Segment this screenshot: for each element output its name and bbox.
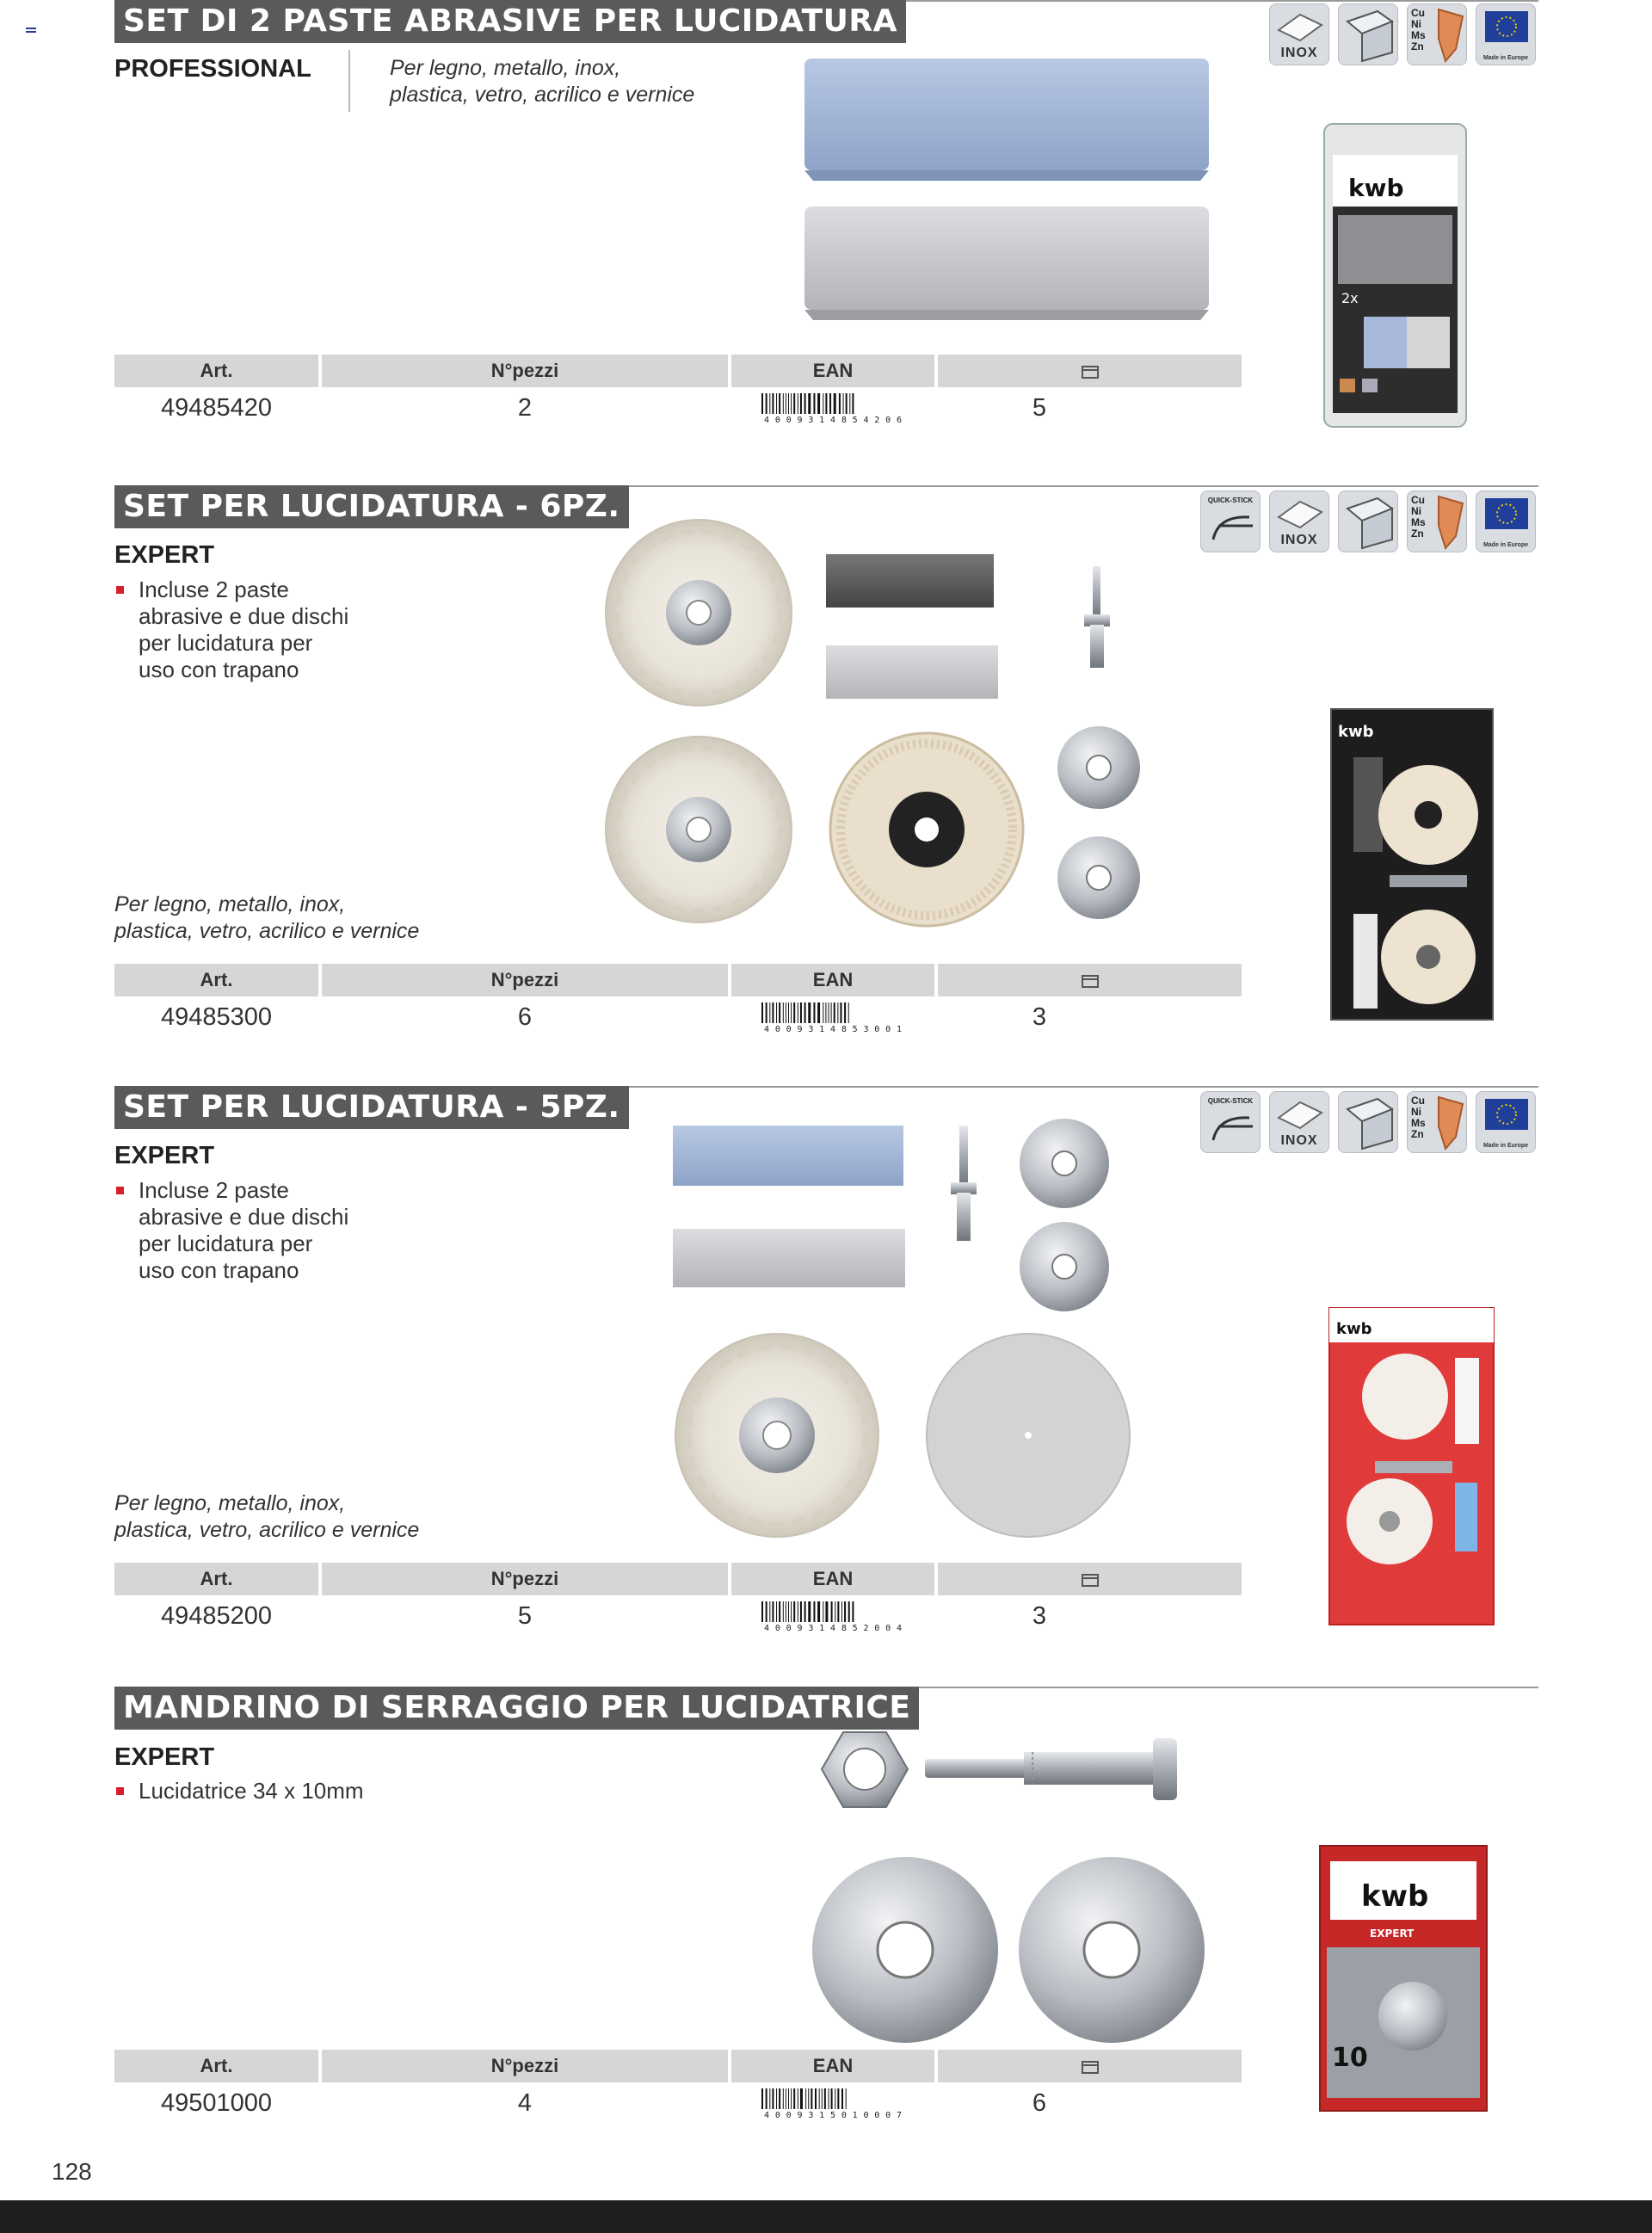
package-brand: kwb: [1338, 723, 1374, 741]
barcode-bar: [841, 1601, 842, 1622]
page-number: 128: [52, 2158, 92, 2185]
barcode-bar: [779, 1601, 780, 1622]
zn-label: Zn: [1411, 1128, 1424, 1140]
bullet-line: per lucidatura per: [139, 1231, 313, 1256]
header-ean: EAN: [731, 1563, 934, 1595]
footer-bar: [0, 2200, 1652, 2233]
barcode-bar: [829, 393, 831, 414]
package-count: 2x: [1341, 290, 1359, 306]
white-paste-bar: [673, 1229, 905, 1287]
barcode-bar: [791, 1002, 792, 1023]
barcode-bar: [819, 2088, 820, 2109]
package-image-set-5: [1328, 1306, 1495, 1626]
barcode-bar: [831, 2088, 833, 2109]
package-brand: kwb: [1336, 1320, 1372, 1338]
barcode-bar: [825, 393, 827, 414]
mandrel-shaft: [925, 1738, 1177, 1800]
metal-profile-icon: [1338, 490, 1398, 552]
barcode-bar: [761, 2088, 763, 2109]
metal-profile-icon: [1338, 1091, 1398, 1153]
bullet-line: abrasive e due dischi: [139, 603, 349, 629]
barcode-bar: [793, 1601, 795, 1622]
inox-label: INOX: [1280, 1133, 1318, 1148]
barcode-graphic: [760, 1601, 906, 1632]
barcode-bar: [839, 393, 841, 414]
zn-label: Zn: [1411, 527, 1424, 540]
art-number: 49485300: [160, 1003, 273, 1031]
barcode-bar: [772, 1002, 774, 1023]
washer: [1020, 1222, 1109, 1311]
barcode-bar: [761, 393, 763, 414]
header-art: Art.: [114, 1563, 318, 1595]
barcode-bar: [837, 2088, 839, 2109]
mandrel-shaft: [1084, 566, 1110, 668]
header-pack: [938, 1563, 1242, 1595]
barcode-bar: [852, 393, 854, 414]
barcode-bar: [834, 1002, 835, 1023]
bullet-line: uso con trapano: [139, 657, 299, 682]
header-art: Art.: [114, 2050, 318, 2082]
barcode-bar: [813, 1601, 815, 1622]
blue-paste-bar-bevel: [804, 170, 1209, 181]
description-line: plastica, vetro, acrilico e vernice: [390, 83, 695, 107]
cloth-disc: [675, 1334, 878, 1537]
barcode-bar: [783, 1002, 784, 1023]
barcode-bar: [817, 1002, 820, 1023]
inox-icon: [1269, 1091, 1329, 1153]
barcode-bar: [817, 1601, 820, 1622]
bullet-line: abrasive e due dischi: [139, 1204, 349, 1230]
barcode-bar: [824, 2088, 826, 2109]
barcode-bar: [769, 1002, 770, 1023]
bullet-line: per lucidatura per: [139, 630, 313, 656]
barcode-bar: [766, 2088, 767, 2109]
barcode-bar: [779, 1002, 780, 1023]
art-number: 49485420: [160, 394, 273, 422]
pack-quantity: 5: [1032, 394, 1047, 422]
barcode-bar: [776, 1601, 777, 1622]
inox-label: INOX: [1280, 46, 1318, 60]
barcode-bar: [791, 1601, 792, 1622]
table-header: [114, 2050, 1242, 2082]
made-in-europe-icon: [1476, 1091, 1536, 1153]
table-row: [114, 2086, 1242, 2120]
box-icon: [1081, 972, 1100, 989]
barcode-bar: [793, 393, 795, 414]
barcode-digits: 4009314854206: [764, 416, 902, 424]
barcode-bar: [843, 393, 844, 414]
barcode-bar: [788, 1601, 789, 1622]
barcode-bar: [793, 1002, 795, 1023]
barcode-bar: [772, 2088, 774, 2109]
barcode-bar: [804, 393, 806, 414]
ms-label: Ms: [1411, 516, 1426, 528]
grey-paste-bar: [804, 207, 1209, 310]
art-number: 49485200: [160, 1602, 273, 1630]
box-icon: [1081, 362, 1100, 379]
product-image-paste-bars: [796, 52, 1217, 327]
barcode-digits: 4009315010007: [764, 2111, 902, 2119]
barcode-bar: [776, 2088, 777, 2109]
table-row: [114, 1000, 1242, 1034]
washer: [1020, 1119, 1109, 1208]
barcode-bar: [779, 393, 780, 414]
feature-icons: [1269, 3, 1540, 67]
white-paste-bar: [826, 645, 998, 699]
header-pieces: N°pezzi: [322, 964, 728, 996]
grade-label: PROFESSIONAL: [114, 55, 311, 83]
barcode-bar: [844, 1002, 846, 1023]
barcode-bar: [813, 1002, 815, 1023]
table-row: [114, 1599, 1242, 1633]
barcode-bar: [791, 2088, 792, 2109]
barcode-bar: [808, 1002, 811, 1023]
product-image-polish-set-5: [667, 1119, 1149, 1549]
barcode-bar: [769, 393, 770, 414]
ms-label: Ms: [1411, 1117, 1426, 1129]
package-image-paste-set: [1321, 120, 1471, 430]
feature-icons: [1200, 490, 1540, 554]
barcode-bar: [788, 1002, 789, 1023]
barcode-bar: [800, 1002, 802, 1023]
barcode-bar: [804, 1601, 806, 1622]
made-in-europe-icon: [1476, 3, 1536, 65]
blue-paste-bar: [673, 1126, 903, 1186]
barcode-bar: [804, 1002, 806, 1023]
barcode-bar: [852, 1601, 854, 1622]
bullet-line: Incluse 2 paste: [139, 577, 289, 602]
grey-paste-bar-bevel: [804, 310, 1209, 320]
barcode-bar: [766, 1601, 767, 1622]
feature-bullet: [114, 1177, 348, 1284]
cu-label: Cu: [1411, 7, 1425, 19]
barcode-bar: [848, 1601, 850, 1622]
ni-label: Ni: [1411, 505, 1421, 517]
cloth-disc: [606, 520, 792, 706]
package-image-set-6: [1329, 707, 1495, 1021]
product-image-mandrel: [809, 1719, 1213, 2046]
header-pieces: N°pezzi: [322, 2050, 728, 2082]
made-in-europe-label: Made in Europe: [1482, 1143, 1529, 1149]
description-line: plastica, vetro, acrilico e vernice: [114, 919, 420, 943]
barcode-bar: [834, 393, 836, 414]
barcode-bar: [815, 2088, 817, 2109]
package-label: EXPERT: [1370, 1928, 1415, 1940]
zn-label: Zn: [1411, 40, 1424, 52]
package-image-mandrel: [1318, 1844, 1489, 2113]
feature-icons: [1200, 1091, 1540, 1155]
barcode-bar: [772, 393, 774, 414]
barcode-bar: [766, 1002, 767, 1023]
header-pack: [938, 964, 1242, 996]
dark-paste-bar: [826, 554, 994, 608]
barcode-bar: [783, 393, 784, 414]
cloth-disc: [606, 737, 792, 922]
barcode-bar: [808, 2088, 809, 2109]
quick-stick-label: QUICK-STICK: [1207, 1097, 1254, 1105]
barcode-bar: [822, 2088, 823, 2109]
corner-mark: [26, 28, 36, 34]
barcode-bar: [813, 393, 815, 414]
mandrel-shaft: [951, 1126, 977, 1241]
product-description: [114, 891, 419, 945]
barcode-bar: [800, 1601, 802, 1622]
made-in-europe-label: Made in Europe: [1482, 55, 1529, 61]
washer: [812, 1857, 998, 2043]
header-pack: [938, 355, 1242, 387]
quick-stick-icon: [1200, 490, 1261, 552]
barcode-graphic: [760, 2088, 906, 2119]
box-icon: [1081, 1570, 1100, 1588]
cu-label: Cu: [1411, 494, 1425, 506]
header-ean: EAN: [731, 355, 934, 387]
barcode-bar: [793, 2088, 795, 2109]
barcode-bar: [808, 393, 811, 414]
barcode-bar: [844, 1601, 846, 1622]
feature-bullet: [114, 577, 348, 683]
pack-quantity: 3: [1032, 1003, 1047, 1031]
washer: [1057, 726, 1140, 809]
pieces-count: 4: [517, 2089, 533, 2117]
made-in-europe-icon: [1476, 490, 1536, 552]
description-line: Per legno, metallo, inox,: [114, 1491, 346, 1515]
art-number: 49501000: [160, 2089, 273, 2117]
quick-stick-icon: [1200, 1091, 1261, 1153]
barcode-bar: [848, 1002, 849, 1023]
section-title: SET PER LUCIDATURA - 5PZ.: [114, 1086, 629, 1129]
table-header: [114, 964, 1242, 996]
copper-alloy-icon: [1407, 490, 1467, 552]
header-pieces: N°pezzi: [322, 355, 728, 387]
barcode-bar: [817, 393, 820, 414]
pieces-count: 6: [517, 1003, 533, 1031]
bullet-line: uso con trapano: [139, 1257, 299, 1283]
pieces-count: 2: [517, 394, 533, 422]
barcode-bar: [779, 2088, 780, 2109]
pack-quantity: 6: [1032, 2089, 1047, 2117]
washer: [1057, 836, 1140, 919]
copper-alloy-icon: [1407, 1091, 1467, 1153]
barcode-bar: [831, 1002, 832, 1023]
feature-bullet: [114, 1778, 364, 1804]
barcode-digits: 4009314852004: [764, 1624, 902, 1632]
header-art: Art.: [114, 355, 318, 387]
barcode-bar: [769, 2088, 770, 2109]
description-line: plastica, vetro, acrilico e vernice: [114, 1518, 420, 1542]
copper-alloy-icon: [1407, 3, 1467, 65]
grade-divider: [348, 50, 350, 112]
barcode-bar: [791, 393, 792, 414]
table-header: [114, 355, 1242, 387]
header-ean: EAN: [731, 2050, 934, 2082]
barcode-bar: [837, 1601, 839, 1622]
cu-label: Cu: [1411, 1095, 1425, 1107]
inox-icon: [1269, 3, 1329, 65]
barcode-bar: [783, 1601, 784, 1622]
package-brand: kwb: [1348, 174, 1404, 202]
product-image-polish-set-6: [598, 518, 1157, 931]
barcode-bar: [761, 1002, 763, 1023]
wool-disc: [830, 733, 1023, 926]
pieces-count: 5: [517, 1602, 533, 1630]
washer: [1019, 1857, 1205, 2043]
metal-profile-icon: [1338, 3, 1398, 65]
grade-label: EXPERT: [114, 1743, 215, 1771]
barcode-bar: [805, 2088, 806, 2109]
blue-paste-bar: [804, 59, 1209, 170]
felt-disc: [927, 1334, 1130, 1537]
package-brand: kwb: [1361, 1879, 1429, 1914]
header-pieces: N°pezzi: [322, 1563, 728, 1595]
bullet-line: Lucidatrice 34 x 10mm: [139, 1778, 364, 1804]
description-line: Per legno, metallo, inox,: [390, 56, 621, 80]
barcode-bar: [769, 1601, 770, 1622]
barcode-bar: [788, 393, 789, 414]
barcode-bar: [846, 393, 848, 414]
header-pack: [938, 2050, 1242, 2082]
grade-label: EXPERT: [114, 1142, 215, 1169]
barcode-bar: [772, 1601, 774, 1622]
barcode-bar: [837, 1002, 838, 1023]
table-row: [114, 391, 1242, 425]
ni-label: Ni: [1411, 1106, 1421, 1118]
section-title: SET DI 2 PASTE ABRASIVE PER LUCIDATURA: [114, 0, 906, 43]
bullet-line: Incluse 2 paste: [139, 1177, 289, 1203]
barcode-digits: 4009314853001: [764, 1025, 902, 1033]
header-art: Art.: [114, 964, 318, 996]
ean-barcode: [731, 391, 934, 425]
barcode-bar: [808, 1601, 811, 1622]
made-in-europe-label: Made in Europe: [1482, 542, 1529, 548]
barcode-bar: [761, 1601, 763, 1622]
barcode-bar: [841, 2088, 843, 2109]
pack-quantity: 3: [1032, 1602, 1047, 1630]
barcode-bar: [825, 1601, 828, 1622]
package-size: 10: [1332, 2043, 1368, 2073]
barcode-bar: [776, 1002, 777, 1023]
ean-barcode: [731, 1000, 934, 1034]
inox-icon: [1269, 490, 1329, 552]
product-description: [390, 55, 694, 108]
inox-label: INOX: [1280, 533, 1318, 547]
barcode-graphic: [760, 1002, 906, 1033]
product-description: [114, 1490, 419, 1544]
barcode-bar: [788, 2088, 789, 2109]
barcode-bar: [831, 1601, 833, 1622]
quick-stick-label: QUICK-STICK: [1207, 497, 1254, 504]
box-icon: [1081, 2057, 1100, 2075]
header-ean: EAN: [731, 964, 934, 996]
barcode-bar: [846, 2088, 847, 2109]
grade-label: EXPERT: [114, 541, 215, 569]
barcode-bar: [776, 393, 777, 414]
barcode-bar: [840, 1002, 841, 1023]
section-title: MANDRINO DI SERRAGGIO PER LUCIDATRICE: [114, 1687, 919, 1730]
ni-label: Ni: [1411, 18, 1421, 30]
description-line: Per legno, metallo, inox,: [114, 892, 346, 916]
barcode-bar: [766, 393, 767, 414]
table-header: [114, 1563, 1242, 1595]
section-title: SET PER LUCIDATURA - 6PZ.: [114, 485, 629, 528]
barcode-bar: [811, 2088, 812, 2109]
barcode-bar: [783, 2088, 784, 2109]
barcode-bar: [800, 393, 802, 414]
ean-barcode: [731, 2086, 934, 2120]
barcode-bar: [849, 393, 850, 414]
barcode-graphic: [760, 393, 906, 424]
ean-barcode: [731, 1599, 934, 1633]
barcode-bar: [825, 1002, 826, 1023]
barcode-bar: [800, 2088, 803, 2109]
ms-label: Ms: [1411, 29, 1426, 41]
